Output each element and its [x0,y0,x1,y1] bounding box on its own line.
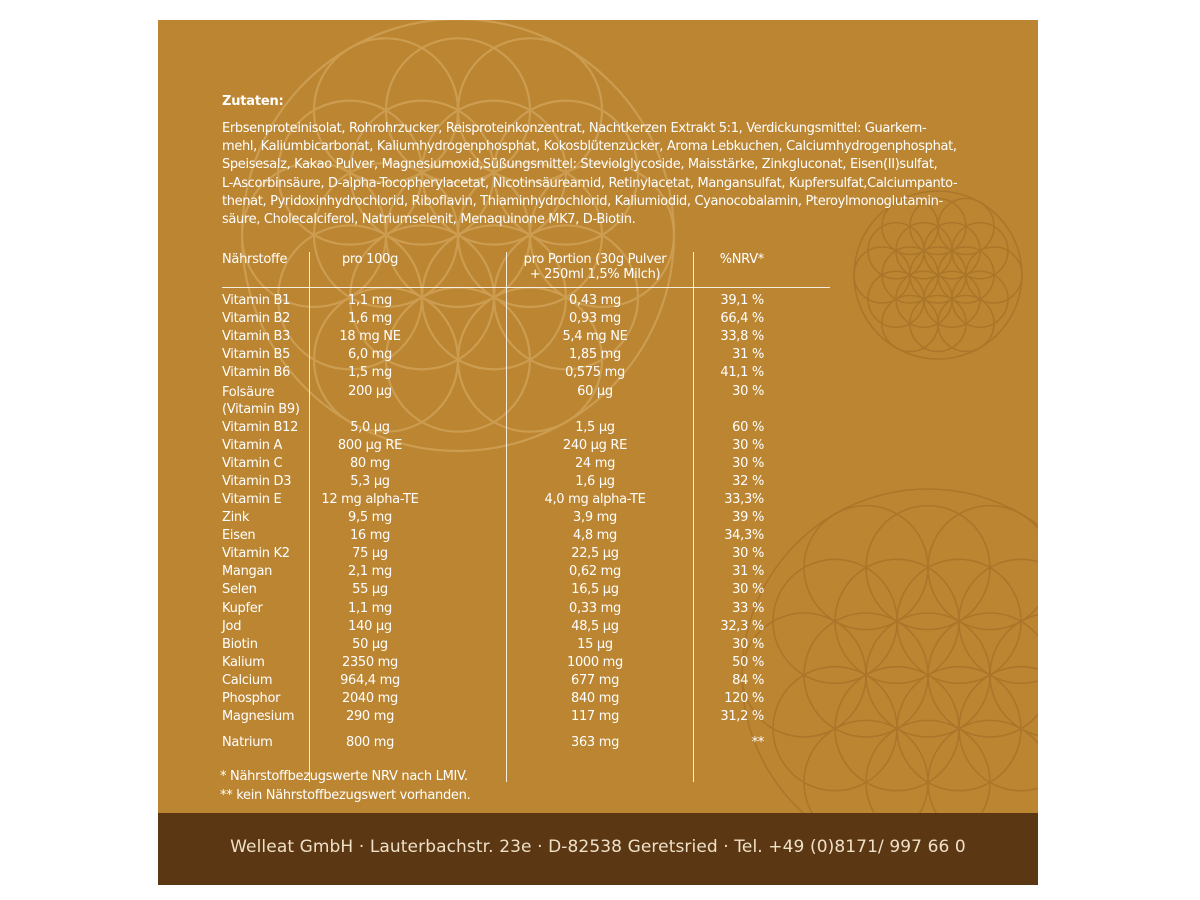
ingredients-line: thenat, Pyridoxinhydrochlorid, Riboflavin, Thiaminhydrochlorid, Kaliumiodid, Cyanocobalamin, Pteroylmonoglutamin- [222,193,943,209]
per-portion-value: 1000 mg [566,654,624,670]
header-per-portion-line1: pro Portion (30g Pulver [523,252,667,267]
table-row [158,655,1038,673]
per-100g-value: 5,3 µg [350,473,390,489]
company-footer [158,813,1038,885]
nrv-value: 31 % [732,564,764,580]
nrv-value: 60 % [732,419,764,435]
per-portion-value: 240 µg RE [562,437,628,453]
nutrient-name: Vitamin B2 [222,311,291,327]
ingredients-line: Erbsenproteinisolat, Rohrohrzucker, Reisproteinkonzentrat, Nachtkerzen Extrakt 5:1, Verdickungsmittel: Guarkern- [222,121,927,136]
per-portion-value: 16,5 µg [571,582,619,598]
nutrient-name-line1: Folsäure [222,384,275,400]
table-row [158,365,1038,383]
per-100g-value: 5,0 µg [350,419,390,435]
nutrient-name: Vitamin B3 [222,329,291,345]
per-portion-value: 60 µg [577,383,613,399]
per-100g-value: 16 mg [349,528,391,544]
per-portion-value: 0,93 mg [569,311,621,327]
nrv-value: 32,3 % [720,618,764,634]
table-row [158,619,1038,637]
table-row [158,474,1038,492]
nutrient-name: Vitamin B6 [222,365,291,381]
table-row [158,329,1038,347]
nrv-value: 39 % [732,510,764,525]
header-per-portion [510,252,680,282]
per-portion-value: 3,9 mg [573,510,617,525]
nutrient-name: Vitamin B5 [222,347,291,363]
ingredients-line: mehl, Kaliumbicarbonat, Kaliumhydrogenphosphat, Kokosblütenzucker, Aroma Lebkuchen, Calciumhydrogenphosphat, [222,139,957,155]
nutrient-name: Natrium [222,735,273,751]
per-100g-value: 1,1 mg [348,600,392,616]
nutrient-name: Calcium [222,672,273,688]
table-row [158,293,1038,311]
per-portion-value: 48,5 µg [571,618,619,634]
per-portion-value: 1,5 µg [575,419,615,435]
nrv-value: 41,1 % [720,365,764,381]
label-content [158,20,1038,810]
nrv-value: 39,1 % [720,293,764,308]
per-portion-value: 4,0 mg alpha-TE [544,491,646,507]
footnote-no-nrv: ** kein Nährstoffbezugswert vorhanden. [220,788,471,803]
table-row [158,510,1038,528]
nutrient-name: Vitamin C [222,455,283,471]
footnote-nrv: * Nährstoffbezugswerte NRV nach LMIV. [220,769,468,784]
nrv-value: 30 % [732,437,764,453]
per-100g-value: 1,1 mg [348,293,392,308]
per-100g-value: 2040 mg [341,691,399,706]
per-100g-value: 140 µg [348,618,392,634]
per-100g-value: 1,6 mg [348,311,392,327]
nrv-value: 33,3% [724,491,764,507]
nrv-value: 30 % [732,383,764,399]
per-100g-value: 290 mg [345,709,395,725]
nrv-value: 33,8 % [720,329,764,345]
nutrient-name: Zink [222,510,250,525]
per-100g-value: 2350 mg [341,654,399,670]
table-row [158,420,1038,438]
nutrient-name: Jod [222,618,242,634]
nrv-value: 30 % [732,455,764,471]
nutrient-name: Vitamin B1 [222,293,291,308]
table-row [158,637,1038,655]
nrv-value: 30 % [732,582,764,598]
table-row [158,438,1038,456]
table-row [158,735,1038,753]
table-row [158,528,1038,546]
ingredients-title: Zutaten: [222,94,284,109]
per-100g-value: 200 µg [348,383,392,399]
header-nrv: %NRV* [719,252,764,267]
per-portion-value: 840 mg [570,691,620,706]
per-portion-value: 1,6 µg [575,473,615,489]
per-portion-value: 0,33 mg [569,600,621,616]
header-per-100g: pro 100g [341,252,399,267]
nrv-value: 32 % [732,473,764,489]
nrv-value: 34,3% [724,528,764,544]
per-portion-value: 22,5 µg [571,546,619,562]
per-100g-value: 2,1 mg [348,564,392,580]
per-portion-value: 0,62 mg [569,564,621,580]
ingredients-text [222,120,982,229]
nutrient-name: Vitamin E [222,491,282,507]
table-row [158,456,1038,474]
nutrient-name: Kupfer [222,600,263,616]
per-100g-value: 800 µg RE [337,437,403,453]
nrv-value: 66,4 % [720,311,764,327]
nutrient-name: Vitamin D3 [222,473,292,489]
per-100g-value: 55 µg [352,582,388,598]
nrv-value: 120 % [724,691,764,706]
nutrient-name: Kalium [222,654,265,670]
nrv-value: 31 % [732,347,764,363]
per-100g-value: 75 µg [352,546,388,562]
table-row [158,383,1038,417]
header-divider [222,287,830,288]
nrv-value: 50 % [732,654,764,670]
table-row [158,564,1038,582]
label-panel [158,20,1038,885]
per-portion-value: 0,575 mg [565,365,625,381]
nutrient-name: Biotin [222,636,258,652]
per-100g-value: 964,4 mg [340,672,400,688]
nrv-value: 30 % [732,636,764,652]
table-row [158,546,1038,564]
nrv-value: 33 % [732,600,764,616]
nutrient-name: Mangan [222,564,273,580]
per-portion-value: 5,4 mg NE [562,329,628,345]
per-100g-value: 1,5 mg [348,365,392,381]
nutrient-name: Magnesium [222,709,295,725]
per-portion-value: 363 mg [570,735,620,751]
per-portion-value: 4,8 mg [573,528,617,544]
nrv-value: 30 % [732,546,764,562]
nrv-value: ** [751,735,764,751]
nutrient-name: Vitamin B12 [222,419,299,435]
nrv-value: 31,2 % [720,709,764,725]
ingredients-line: säure, Cholecalciferol, Natriumselenit, Menaquinone MK7, D-Biotin. [222,212,636,228]
nutrient-name [222,384,300,418]
per-100g-value: 12 mg alpha-TE [321,491,419,507]
table-row [158,311,1038,329]
per-portion-value: 0,43 mg [569,293,621,308]
per-100g-value: 18 mg NE [339,329,401,345]
table-row [158,691,1038,709]
per-100g-value: 80 mg [349,455,391,471]
per-100g-value: 9,5 mg [348,510,392,525]
table-row [158,582,1038,600]
ingredients-line: L-Ascorbinsäure, D-alpha-Tocopherylacetat, Nicotinsäureamid, Retinylacetat, Mangansulfat, Kupfersulfat,Calciumpanto- [222,175,958,191]
nutrient-name: Vitamin K2 [222,546,290,562]
header-per-portion-line2: + 250ml 1,5% Milch) [529,267,661,282]
header-nutrients: Nährstoffe [222,252,288,267]
company-address: Welleat GmbH · Lauterbachstr. 23e · D-82538 Geretsried · Tel. +49 (0)8171/ 997 66 0 [230,837,966,857]
per-100g-value: 6,0 mg [348,347,392,363]
nutrient-name-line2: (Vitamin B9) [222,401,300,417]
nutrient-name: Eisen [222,528,256,544]
per-portion-value: 1,85 mg [569,347,621,363]
nutrient-name: Selen [222,582,257,598]
per-100g-value: 50 µg [352,636,388,652]
per-100g-value: 800 mg [345,735,395,751]
nutrient-name: Phosphor [222,691,281,706]
per-portion-value: 24 mg [574,455,616,471]
table-row [158,347,1038,365]
nrv-value: 84 % [732,672,764,688]
per-portion-value: 15 µg [577,636,613,652]
table-row [158,601,1038,619]
per-portion-value: 117 mg [570,709,620,725]
ingredients-line: Speisesalz, Kakao Pulver, Magnesiumoxid,Süßungsmittel: Steviolglycoside, Maisstärke, Zinkgluconat, Eisen(II)sulfat, [222,157,938,173]
nutrient-name: Vitamin A [222,437,283,453]
per-portion-value: 677 mg [570,672,620,688]
table-row [158,492,1038,510]
table-row [158,709,1038,727]
table-row [158,673,1038,691]
